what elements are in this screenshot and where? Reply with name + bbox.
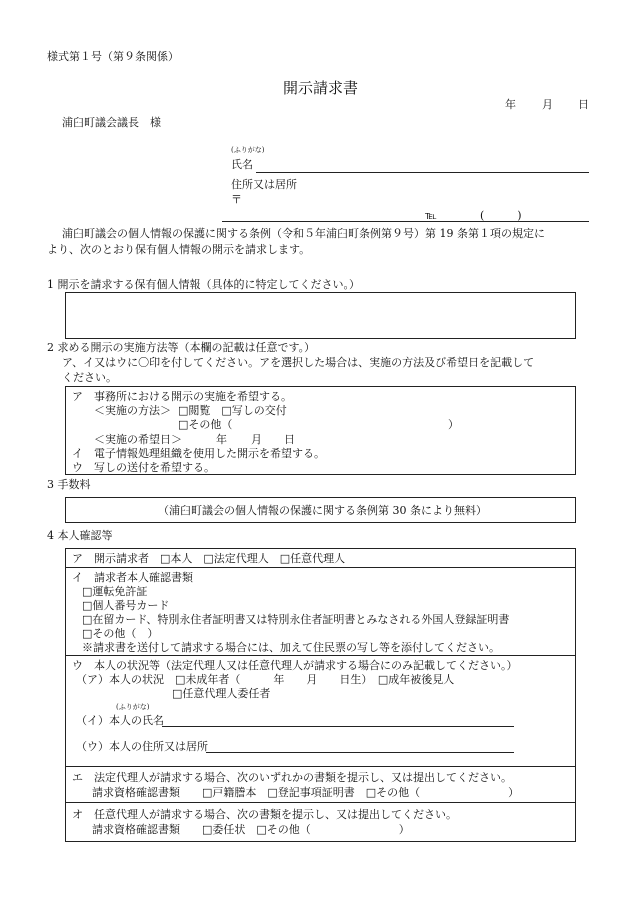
requester-type-row — [65, 548, 576, 568]
id-option-mynumber[interactable]: □個人番号カード — [82, 599, 170, 612]
addressee: 浦臼町議会議長 様 — [62, 116, 161, 129]
date-year: 年 — [505, 98, 516, 111]
section1-input-box[interactable] — [65, 292, 576, 339]
tel-label: ℡ — [425, 209, 437, 222]
page-title: 開示請求書 — [283, 79, 359, 97]
desired-date-year[interactable]: 年 — [216, 433, 227, 446]
intro-line-1: 浦臼町議会の個人情報の保護に関する条例（令和５年浦臼町条例第９号）第 19 条第１項の規定に — [62, 227, 545, 240]
principal-name-label: （イ）本人の氏名 — [76, 714, 164, 727]
applicant-name-label: 氏名 — [231, 158, 253, 171]
fee-content: （浦臼町議会の個人情報の保護に関する条例第 30 条により無料） — [158, 504, 487, 517]
option-a-label[interactable]: ア 事務所における開示の実施を希望する。 — [72, 390, 292, 403]
applicant-name-line[interactable] — [256, 172, 589, 173]
voluntary-agent-box — [65, 802, 576, 842]
legal-agent-line-2[interactable]: 請求資格確認書類 □戸籍謄本 □登記事項証明書 □その他（ ） — [92, 786, 520, 799]
applicant-address-label: 住所又は居所 — [231, 178, 297, 191]
section2-note-1: ア、イ又はウに〇印を付してください。アを選択した場合は、実施の方法及び希望日を記載して — [62, 356, 535, 369]
section2-note-2: ください。 — [62, 371, 117, 384]
tel-paren: ( ) — [480, 209, 522, 222]
id-documents-title: イ 請求者本人確認書類 — [72, 571, 193, 584]
section2-box — [65, 386, 576, 475]
applicant-address-line[interactable] — [222, 221, 589, 222]
id-option-residence-card[interactable]: □在留カード、特別永住者証明書又は特別永住者証明書とみなされる外国人登録証明書 — [82, 613, 510, 626]
id-documents-box — [65, 567, 576, 656]
principal-address-label: （ウ）本人の住所又は居所 — [76, 740, 208, 753]
id-note: ※請求書を送付して請求する場合には、加えて住民票の写し等を添付してください。 — [82, 641, 500, 654]
id-option-license[interactable]: □運転免許証 — [82, 585, 148, 598]
principal-status-title: ウ 本人の状況等（法定代理人又は任意代理人が請求する場合にのみ記載してください。） — [72, 659, 518, 672]
method-label: ＜実施の方法＞ — [94, 404, 171, 417]
date-day: 日 — [578, 98, 589, 111]
intro-line-2: より、次のとおり保有個人情報の開示を請求します。 — [47, 243, 311, 256]
principal-status-2[interactable]: □任意代理人委任者 — [172, 687, 271, 700]
date-month: 月 — [542, 98, 553, 111]
principal-status-box — [65, 655, 576, 767]
section1-heading: 1 開示を請求する保有個人情報（具体的に特定してください。） — [47, 278, 360, 291]
desired-date-month[interactable]: 月 — [251, 433, 262, 446]
requester-type[interactable]: ア 開示請求者 □本人 □法定代理人 □任意代理人 — [72, 552, 346, 565]
legal-agent-box — [65, 766, 576, 803]
principal-status[interactable]: （ア）本人の状況 □未成年者（ 年 月 日生） □成年被後見人 — [76, 673, 455, 686]
method-option-1[interactable]: □閲覧 □写しの交付 — [178, 404, 287, 417]
section3-box — [65, 497, 576, 523]
principal-furigana: (ふりがな) — [116, 703, 150, 711]
desired-date-label: ＜実施の希望日＞ — [94, 433, 182, 446]
applicant-furigana: (ふりがな) — [231, 146, 265, 154]
postal-mark: 〒 — [231, 193, 242, 206]
method-option-2[interactable]: □その他（ — [178, 418, 233, 431]
option-b-label[interactable]: イ 電子情報処理組織を使用した開示を希望する。 — [72, 447, 325, 460]
principal-address-line[interactable] — [206, 752, 514, 753]
section3-heading: 3 手数料 — [47, 478, 91, 491]
option-c-label[interactable]: ウ 写しの送付を希望する。 — [72, 461, 215, 474]
voluntary-agent-line-1: オ 任意代理人が請求する場合、次の書類を提示し、又は提出してください。 — [72, 808, 457, 821]
id-option-other[interactable]: □その他（ ） — [82, 627, 159, 640]
section4-heading: 4 本人確認等 — [47, 529, 113, 542]
desired-date-day[interactable]: 日 — [284, 433, 295, 446]
principal-name-line[interactable] — [162, 726, 514, 727]
form-number: 様式第１号（第９条関係） — [47, 50, 179, 63]
section2-heading: 2 求める開示の実施方法等（本欄の記載は任意です。） — [47, 341, 316, 354]
legal-agent-line-1: エ 法定代理人が請求する場合、次のいずれかの書類を提示し、又は提出してください。 — [72, 771, 512, 784]
method-close: ） — [448, 418, 459, 431]
voluntary-agent-line-2[interactable]: 請求資格確認書類 □委任状 □その他（ ） — [92, 823, 410, 836]
